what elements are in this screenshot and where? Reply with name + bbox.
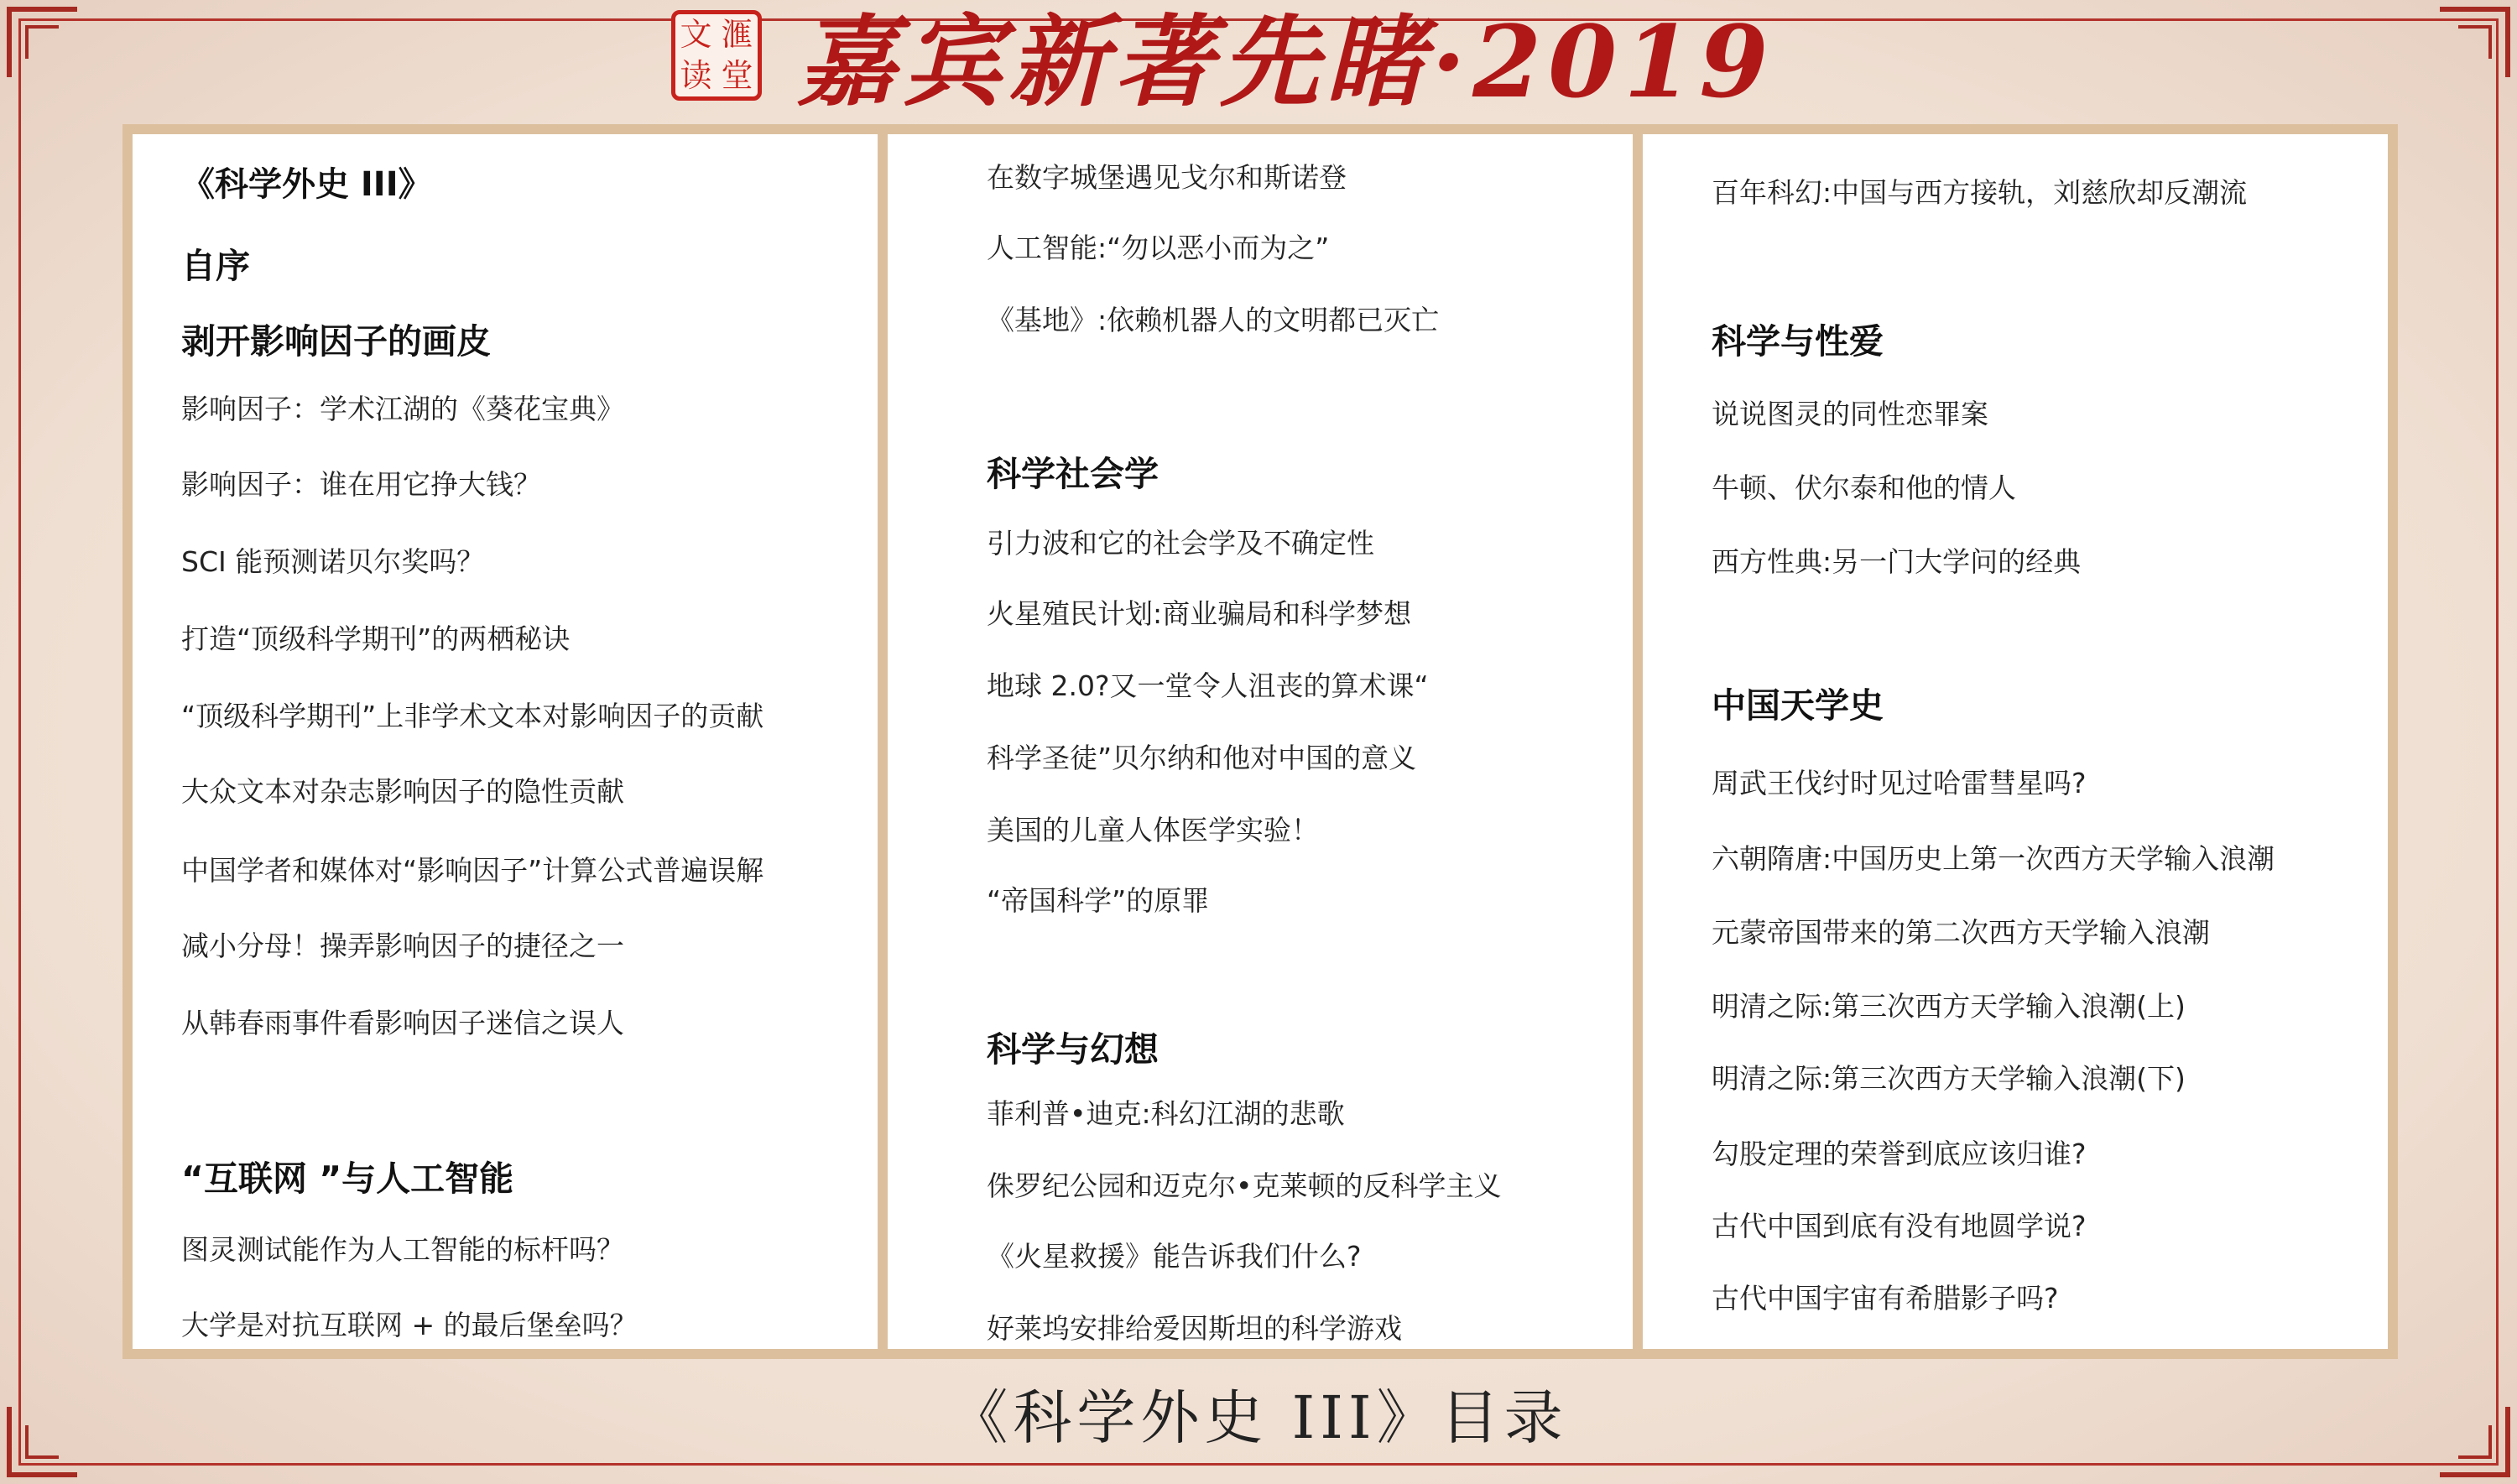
corner-ornament-inner-top-right xyxy=(2458,25,2492,59)
toc-entry: 图灵测试能作为人工智能的标杆吗？ xyxy=(181,1233,624,1266)
toc-entry: 大学是对抗互联网 + 的最后堡垒吗？ xyxy=(181,1309,638,1341)
toc-entry: 古代中国宇宙有希腊影子吗? xyxy=(1712,1282,2059,1315)
section-heading: 科学与性爱 xyxy=(1712,321,1884,362)
toc-entry: 勾股定理的荣誉到底应该归谁? xyxy=(1712,1138,2087,1170)
section-heading: “互联网 ”与人工智能 xyxy=(181,1159,514,1199)
toc-entry: 百年科幻:中国与西方接轨，刘慈欣却反潮流 xyxy=(1712,176,2248,209)
toc-entry: 六朝隋唐:中国历史上第一次西方天学输入浪潮 xyxy=(1712,842,2275,875)
toc-entry: 周武王伐纣时见过哈雷彗星吗? xyxy=(1712,767,2087,799)
toc-entry: 《火星救援》能告诉我们什么? xyxy=(987,1240,1362,1273)
toc-entry: 影响因子：谁在用它挣大钱？ xyxy=(181,468,541,501)
seal-char: 文 xyxy=(680,16,712,53)
toc-entry: 中国学者和媒体对“影响因子”计算公式普遍误解 xyxy=(181,854,764,887)
seal-logo xyxy=(671,10,762,101)
toc-entry: “帝国科学”的原罪 xyxy=(987,884,1210,917)
toc-entry: 牛顿、伏尔泰和他的情人 xyxy=(1712,471,2016,504)
section-heading: 中国天学史 xyxy=(1712,685,1884,726)
seal-char: 滙 xyxy=(721,16,753,53)
toc-column-1 xyxy=(133,134,878,1349)
toc-entry: 西方性典:另一门大学问的经典 xyxy=(1712,545,2082,578)
corner-ornament-inner-top-left xyxy=(25,25,59,59)
toc-entry: 科学圣徒”贝尔纳和他对中国的意义 xyxy=(987,742,1417,774)
toc-entry: 从韩春雨事件看影响因子迷信之误人 xyxy=(181,1007,624,1039)
toc-entry: 侏罗纪公园和迈克尔•克莱顿的反科学主义 xyxy=(987,1169,1502,1202)
book-title: 《科学外史 III》 xyxy=(181,165,432,204)
toc-entry: “顶级科学期刊”上非学术文本对影响因子的贡献 xyxy=(181,700,764,732)
toc-column-3 xyxy=(1643,134,2388,1349)
section-heading: 自序 xyxy=(181,246,250,286)
toc-entry: 引力波和它的社会学及不确定性 xyxy=(987,527,1374,560)
toc-entry: 说说图灵的同性恋罪案 xyxy=(1712,398,1988,430)
toc-entry: 美国的儿童人体医学实验！ xyxy=(987,814,1319,846)
toc-entry: 影响因子：学术江湖的《葵花宝典》 xyxy=(181,393,624,425)
seal-char: 读 xyxy=(680,57,712,94)
section-heading: 科学与幻想 xyxy=(987,1029,1159,1070)
seal-char: 堂 xyxy=(721,57,753,94)
section-heading: 剥开影响因子的画皮 xyxy=(181,321,491,362)
footer-caption: 《科学外史 III》目录 xyxy=(949,1383,1568,1452)
page-title: 嘉宾新著先睹·2019 xyxy=(797,3,1775,120)
toc-entry: 大众文本对杂志影响因子的隐性贡献 xyxy=(181,775,624,808)
contents-panel xyxy=(122,124,2398,1359)
toc-entry: 古代中国到底有没有地圆学说? xyxy=(1712,1210,2087,1242)
toc-entry: 元蒙帝国带来的第二次西方天学输入浪潮 xyxy=(1712,916,2210,949)
toc-entry: SCI 能预测诺贝尔奖吗？ xyxy=(181,545,485,578)
toc-entry: 减小分母！操弄影响因子的捷径之一 xyxy=(181,929,624,962)
toc-entry: 明清之际:第三次西方天学输入浪潮(下) xyxy=(1712,1062,2186,1095)
toc-entry: 火星殖民计划:商业骗局和科学梦想 xyxy=(987,597,1412,630)
toc-entry: 人工智能:“勿以恶小而为之” xyxy=(987,232,1330,264)
toc-entry: 地球 2.0?又一堂令人沮丧的算术课“ xyxy=(987,669,1429,702)
toc-entry: 《基地》:依赖机器人的文明都已灭亡 xyxy=(987,304,1440,336)
toc-column-2 xyxy=(888,134,1633,1349)
section-heading: 科学社会学 xyxy=(987,454,1159,494)
toc-entry: 打造“顶级科学期刊”的两栖秘诀 xyxy=(181,622,571,655)
toc-entry: 好莱坞安排给爱因斯坦的科学游戏 xyxy=(987,1312,1402,1345)
toc-entry: 在数字城堡遇见戈尔和斯诺登 xyxy=(987,161,1347,194)
toc-entry: 菲利普•迪克:科幻江湖的悲歌 xyxy=(987,1097,1345,1130)
toc-entry: 明清之际:第三次西方天学输入浪潮(上) xyxy=(1712,990,2186,1023)
